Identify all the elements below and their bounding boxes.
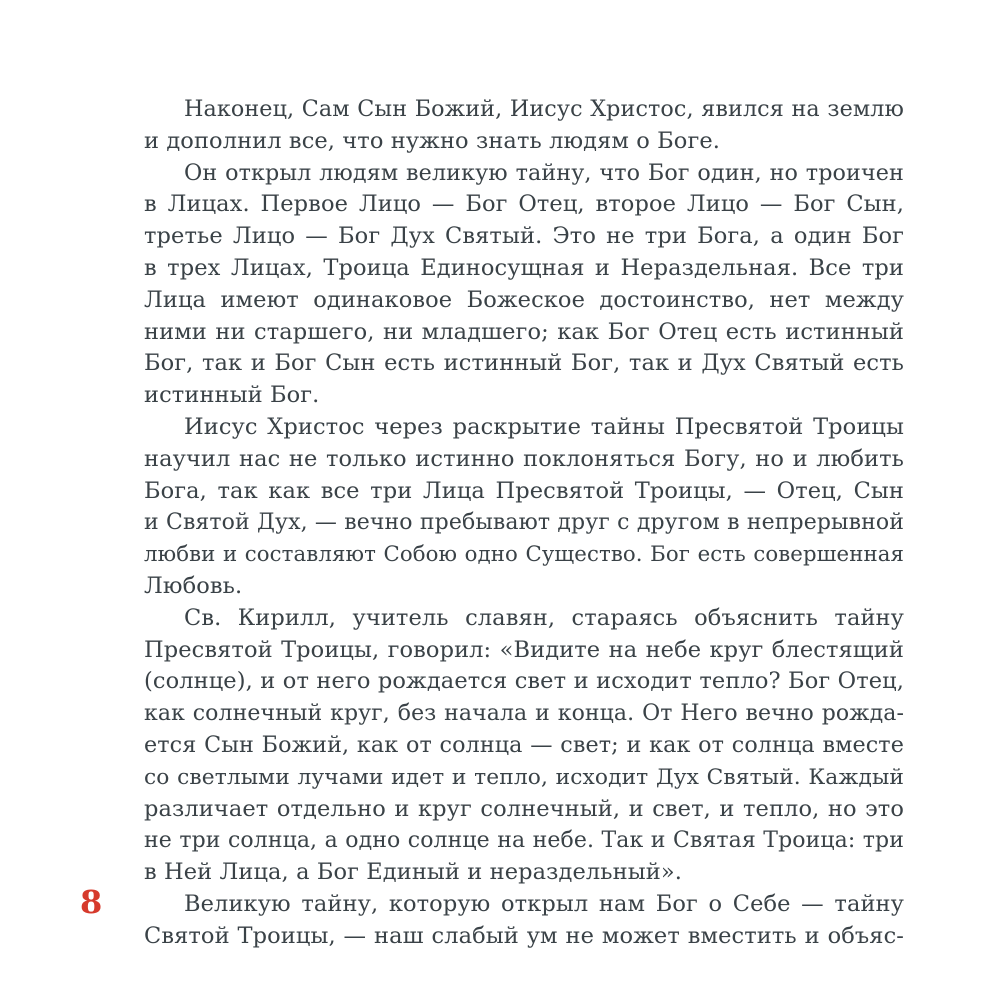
- text-line: со светлыми лучами идет и тепло, исходит Дух Святый. Каждый: [144, 764, 904, 790]
- text-line: Пресвятой Троицы, говорил: «Видите на небе круг блестящий: [144, 636, 904, 663]
- text-line: не три солнца, а одно солнце на небе. Так и Святая Троица: три: [144, 828, 904, 854]
- text-line: Бога, так как все три Лица Пресвятой Троицы, — Отец, Сын: [144, 477, 904, 504]
- text-line: в трех Лицах, Троица Единосущная и Нераздельная. Все три: [144, 254, 904, 281]
- text-line: ется Сын Божий, как от солнца — свет; и как от солнца вместе: [144, 731, 904, 758]
- body-text: [144, 94, 904, 953]
- text-line: и Святой Дух, — вечно пребывают друг с другом в непрерывной: [144, 510, 904, 536]
- text-line: Св. Кирилл, учитель славян, стараясь объяснить тайну: [184, 604, 904, 631]
- text-line: Наконец, Сам Сын Божий, Иисус Христос, явился на землю: [184, 96, 904, 122]
- text-line: (солнце), и от него рождается свет и исходит тепло? Бог Отец,: [144, 668, 904, 695]
- text-line: различает отдельно и круг солнечный, и свет, и тепло, но это: [144, 795, 904, 822]
- page-number: 8: [80, 883, 103, 921]
- text-line: Любовь.: [144, 572, 243, 599]
- text-line: Святой Троицы, — наш слабый ум не может вместить и объяс-: [144, 922, 904, 949]
- text-line: и дополнил все, что нужно знать людям о Боге.: [144, 127, 721, 154]
- text-line: как солнечный круг, без начала и конца. От Него вечно рожда-: [144, 701, 904, 727]
- text-line: любви и составляют Собою одно Существо. Бог есть совершенная: [144, 542, 904, 568]
- text-line: Великую тайну, которую открыл нам Бог о Себе — тайну: [184, 890, 904, 917]
- text-line: научил нас не только истинно поклоняться Богу, но и любить: [144, 445, 904, 472]
- text-line: в Лицах. Первое Лицо — Бог Отец, второе Лицо — Бог Сын,: [144, 191, 904, 218]
- text-line: Лица имеют одинаковое Божеское достоинство, нет между: [144, 286, 904, 313]
- text-line: Иисус Христос через раскрытие тайны Пресвятой Троицы: [184, 413, 904, 440]
- text-line: ними ни старшего, ни младшего; как Бог Отец есть истинный: [144, 318, 904, 345]
- text-line: в Ней Лица, а Бог Единый и нераздельный».: [144, 859, 682, 886]
- text-line: Он открыл людям великую тайну, что Бог один, но троичен: [184, 159, 904, 186]
- text-line: Бог, так и Бог Сын есть истинный Бог, так и Дух Святый есть: [144, 350, 904, 377]
- text-line: третье Лицо — Бог Дух Святый. Это не три Бога, а один Бог: [144, 223, 904, 250]
- text-line: истинный Бог.: [144, 382, 320, 409]
